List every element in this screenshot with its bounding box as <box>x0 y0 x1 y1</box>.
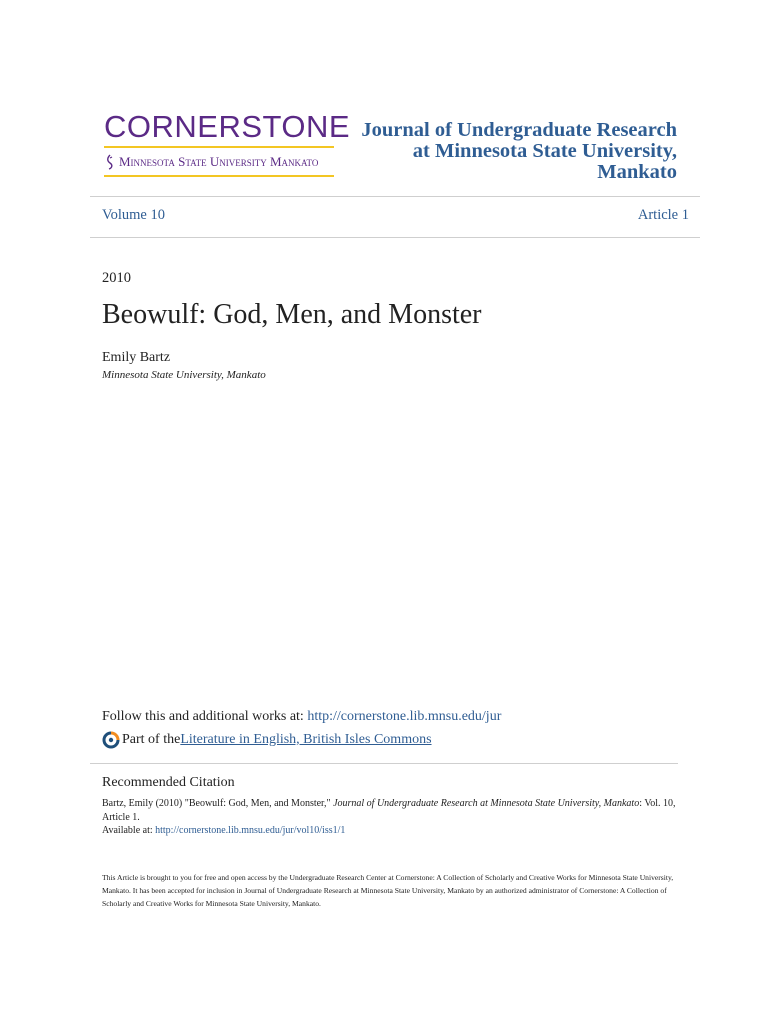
commons-link[interactable]: Literature in English, British Isles Commons <box>180 732 432 747</box>
citation-journal: Journal of Undergraduate Research at Minnesota State University, Mankato <box>333 798 640 809</box>
header-divider-bottom <box>90 237 700 238</box>
msu-mark-icon <box>104 154 116 170</box>
logo-rule-bottom <box>104 175 334 177</box>
volume-row <box>102 207 689 224</box>
follow-line <box>102 709 501 725</box>
header-divider-top <box>90 196 700 197</box>
follow-url-link[interactable]: http://cornerstone.lib.mnsu.edu/jur <box>307 709 502 724</box>
part-of-line <box>102 731 432 749</box>
cornerstone-logo[interactable] <box>104 109 351 177</box>
publication-year: 2010 <box>102 270 131 286</box>
article-link[interactable]: Article 1 <box>637 207 689 223</box>
logo-rule-top <box>104 146 334 148</box>
citation-divider <box>90 763 678 764</box>
part-of-prefix: Part of the <box>122 732 181 747</box>
citation-end: : Vol. 10, Article 1. <box>102 798 676 823</box>
volume-link[interactable]: Volume 10 <box>102 207 165 223</box>
article-title: Beowulf: God, Men, and Monster <box>102 299 482 330</box>
bepress-commons-icon <box>102 731 120 749</box>
available-url-link[interactable]: http://cornerstone.lib.mnsu.edu/jur/vol10/iss1/1 <box>155 825 346 836</box>
citation-start: Bartz, Emily (2010) "Beowulf: God, Men, and Monster," <box>102 798 334 809</box>
citation-text <box>102 797 678 838</box>
available-label: Available at: <box>102 825 156 836</box>
journal-title[interactable] <box>337 120 677 183</box>
access-disclaimer: This Article is brought to you for free and open access by the Undergraduate Research Center at Cornerstone: A Collection of Scholarly and Creative Works for Minnesota State University, Mankato. It has been accepted for inclusion in Journal of Undergraduate Research at Minnesota State University, Mankato by an authorized administrator of Cornerstone: A Collection of Scholarly and Creative Works for Minnesota State University, Mankato. <box>102 873 674 908</box>
recommended-citation-heading: Recommended Citation <box>102 775 235 790</box>
journal-title-line-3: Mankato <box>597 161 677 183</box>
logo-subline <box>104 154 336 170</box>
follow-prefix: Follow this and additional works at: <box>102 709 308 724</box>
author-name: Emily Bartz <box>102 350 171 365</box>
author-affiliation: Minnesota State University, Mankato <box>102 369 266 381</box>
journal-title-line-2: at Minnesota State University, <box>412 140 677 162</box>
journal-title-line-1: Journal of Undergraduate Research <box>361 119 677 141</box>
logo-subtitle: Minnesota State University Mankato <box>119 154 319 169</box>
logo-wordmark: CORNERSTONE <box>104 109 351 144</box>
